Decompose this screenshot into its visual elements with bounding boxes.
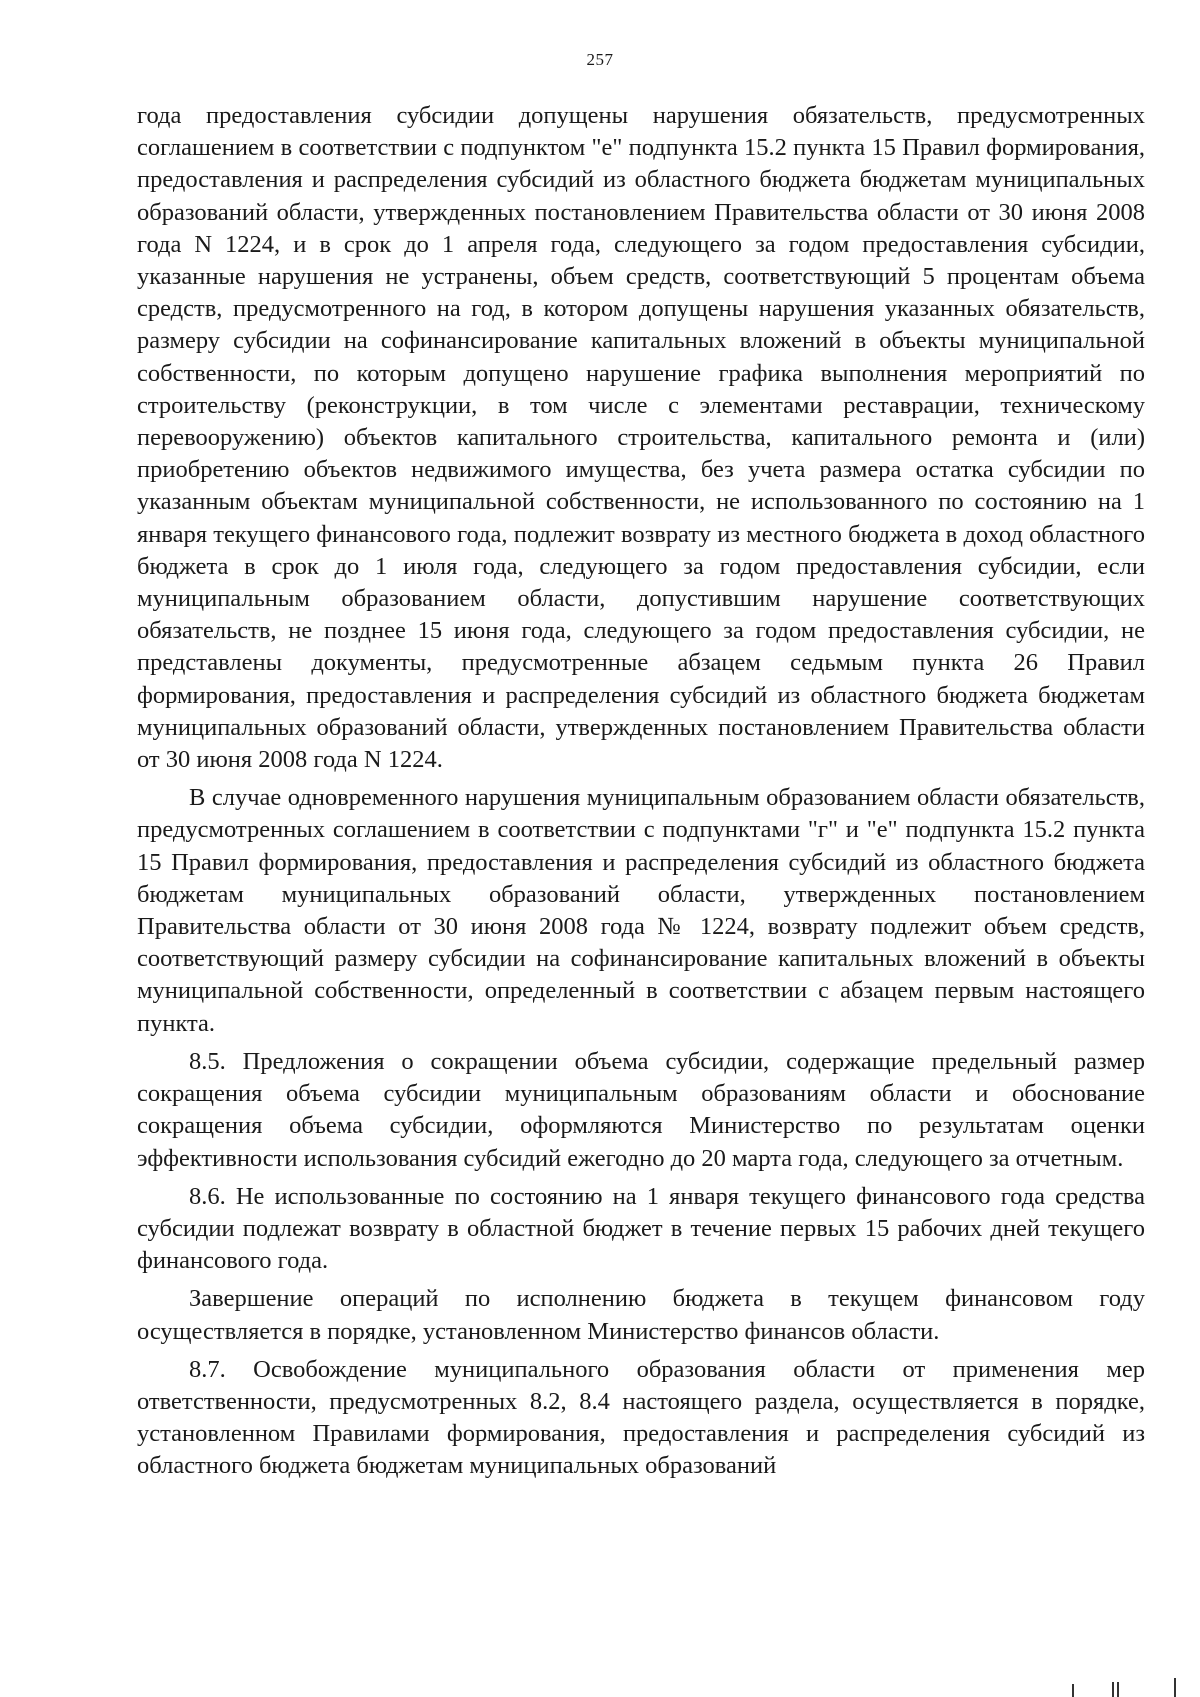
page-number: 257: [586, 50, 614, 69]
paragraph-continued-text: года предоставления субсидии допущены нарушения обязательств, предусмотренных соглашением в соответствии с подпунктом "е" подпункта 15.2 пункта 15 Правил формирования, предоставления и распределения субсидий из областного бюджета бюджетам муниципальных образований области, утвержденных постановлением Правительства области от 30 июня 2008 года N 1224, и в срок до 1 апреля года, следующего за годом предоставления субсидии, указанные нарушения не устранены, объем средств, соответствующий 5 процентам объема средств, предусмотренного на год, в котором допущены нарушения указанных обязательств, размеру субсидии на софинансирование капитальных вложений в объекты муниципальной собственности, по которым допущено нарушение графика выполнения мероприятий по строительству (реконструкции, в том числе с элементами реставрации, техническому перевооружению) объектов капитального строительства, капитального ремонта и (или) приобретению объектов недвижимого имущества, без учета размера остатка субсидии по указанным объектам муниципальной собственности, не использованного по состоянию на 1 января текущего финансового года, подлежит возврату из местного бюджета в доход областного бюджета в срок до 1 июля года, следующего за годом предоставления субсидии, если муниципальным образованием области, допустившим нарушение соответствующих обязательств, не позднее 15 июня года, следующего за годом предоставления субсидии, не представлены документы, предусмотренные абзацем седьмым пункта 26 Правил формирования, предоставления и распределения субсидий из областного бюджета бюджетам муниципальных образований области, утвержденных постановлением Правительства области от 30 июня 2008 года N 1224.: [137, 102, 1145, 774]
paragraph-8-6: 8.6. Не использованные по состоянию на 1 января текущего финансового года средства субсидии подлежат возврату в областной бюджет в течение первых 15 рабочих дней текущего финансового года.: [137, 1182, 1145, 1275]
scan-artifact-mark: [1112, 1682, 1114, 1697]
document-body: [137, 100, 1145, 1489]
scan-artifact-mark: [1117, 1682, 1119, 1697]
paragraph-simultaneous-violation: В случае одновременного нарушения муниципальным образованием области обязательств, предусмотренных соглашением в соответствии с подпунктами "г" и "е" подпункта 15.2 пункта 15 Правил формирования, предоставления и распределения субсидий из областного бюджета бюджетам муниципальных образований области, утвержденных постановлением Правительства области от 30 июня 2008 года № 1224, возврату подлежит объем средств, соответствующий размеру субсидии на софинансирование капитальных вложений в объекты муниципальной собственности, определенный в соответствии с абзацем первым настоящего пункта.: [137, 784, 1145, 1037]
scan-artifact-mark: [1174, 1678, 1176, 1697]
paragraph-8-7: 8.7. Освобождение муниципального образования области от применения мер ответственности, предусмотренных 8.2, 8.4 настоящего раздела, осуществляется в порядке, установленном Правилами формирования, предоставления и распределения субсидий из областного бюджета бюджетам муниципальных образований: [137, 1355, 1145, 1480]
paragraph-8-5: 8.5. Предложения о сокращении объема субсидии, содержащие предельный размер сокращения объема субсидии муниципальным образованиям области и обоснование сокращения объема субсидии, оформляются Министерство по результатам оценки эффективности использования субсидий ежегодно до 20 марта года, следующего за отчетным.: [137, 1047, 1145, 1172]
paragraph-budget-completion: Завершение операций по исполнению бюджета в текущем финансовом году осуществляется в порядке, установленном Министерство финансов области.: [137, 1285, 1145, 1345]
scan-artifact-mark: [1072, 1684, 1074, 1697]
